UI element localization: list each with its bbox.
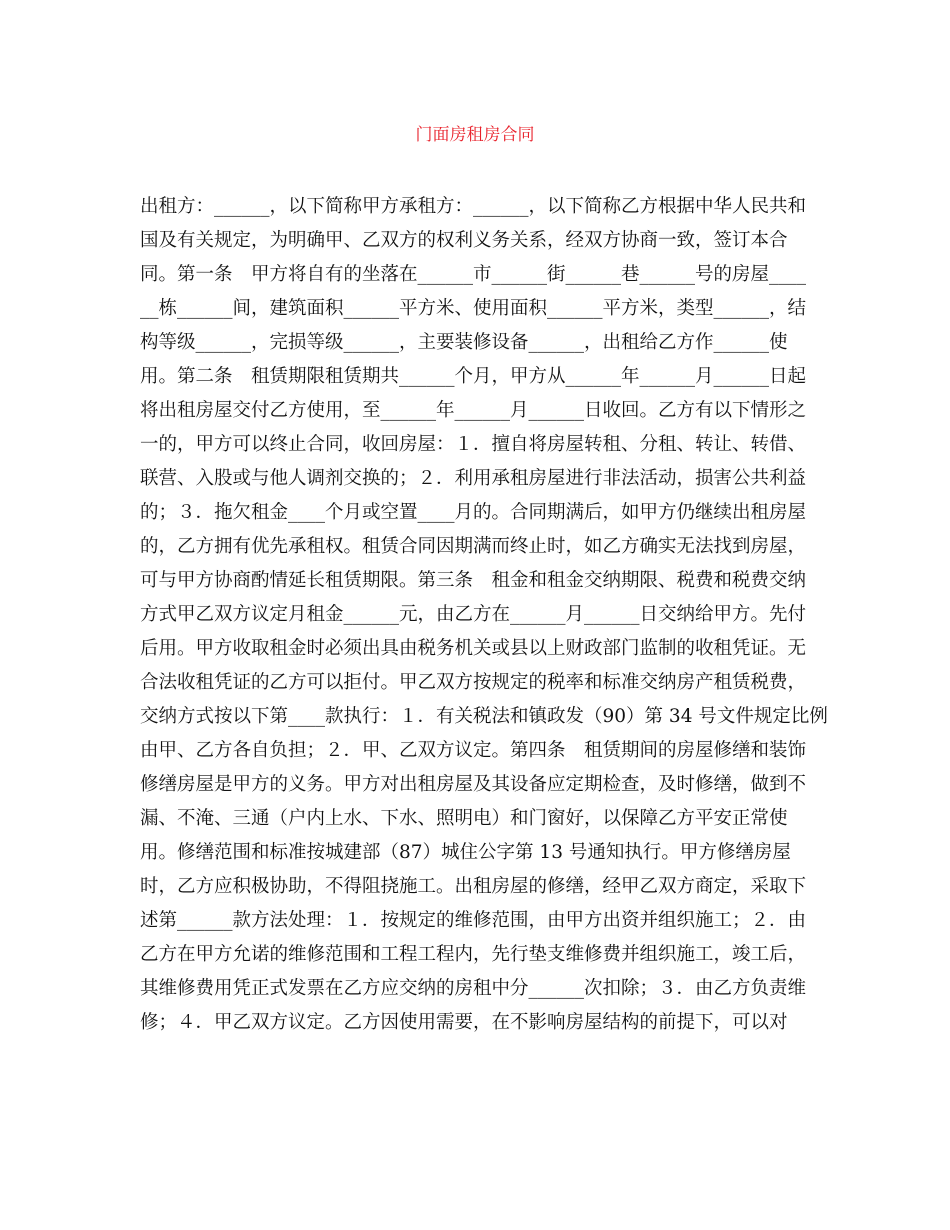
contract-line: 的，乙方拥有优先承租权。租赁合同因期满而终止时，如乙方确实无法找到房屋，: [140, 536, 807, 557]
contract-line: 修；４．甲乙双方议定。乙方因使用需要，在不影响房屋结构的前提下，可以对: [140, 1012, 788, 1033]
contract-line: 构等级______，完损等级______，主要装修设备______，出租给乙方作______使: [140, 332, 788, 353]
document-title: 门面房租房合同: [415, 125, 535, 145]
contract-line: 同。第一条 甲方将自有的坐落在______市______街______巷______号的房屋____: [140, 264, 807, 285]
contract-line: 国及有关规定，为明确甲、乙双方的权利义务关系，经双方协商一致，签订本合: [140, 230, 788, 251]
contract-line: 述第______款方法处理：１．按规定的维修范围，由甲方出资并组织施工；２．由: [140, 910, 807, 931]
contract-line: 修缮房屋是甲方的义务。甲方对出租房屋及其设备应定期检查，及时修缮，做到不: [140, 774, 807, 795]
contract-line: 可与甲方协商酌情延长租赁期限。第三条 租金和租金交纳期限、税费和税费交纳: [140, 570, 807, 591]
contract-line: 由甲、乙方各自负担；２．甲、乙双方议定。第四条 租赁期间的房屋修缮和装饰: [140, 740, 807, 761]
contract-line: 用。修缮范围和标准按城建部（87）城住公字第 13 号通知执行。甲方修缮房屋: [140, 842, 791, 863]
contract-line: __栋______间，建筑面积______平方米、使用面积______平方米，类型______，结: [140, 298, 807, 319]
contract-line: 用。第二条 租赁期限租赁期共______个月，甲方从______年______月______日起: [140, 366, 807, 387]
contract-line: 方式甲乙双方议定月租金______元，由乙方在______月______日交纳给甲方。先付: [140, 604, 807, 625]
contract-line: 乙方在甲方允诺的维修范围和工程工程内，先行垫支维修费并组织施工，竣工后，: [140, 944, 807, 965]
contract-line: 联营、入股或与他人调剂交换的；２．利用承租房屋进行非法活动，损害公共利益: [140, 468, 807, 489]
contract-line: 其维修费用凭正式发票在乙方应交纳的房租中分______次扣除；３．由乙方负责维: [140, 978, 807, 999]
contract-line: 将出租房屋交付乙方使用，至______年______月______日收回。乙方有以下情形之: [140, 400, 807, 421]
contract-body: [140, 190, 828, 1040]
contract-line: 一的，甲方可以终止合同，收回房屋：１．擅自将房屋转租、分租、转让、转借、: [140, 434, 807, 455]
contract-line: 后用。甲方收取租金时必须出具由税务机关或县以上财政部门监制的收租凭证。无: [140, 638, 807, 659]
contract-line: 合法收租凭证的乙方可以拒付。甲乙双方按规定的税率和标准交纳房产租赁税费，: [140, 672, 807, 693]
contract-line: 出租方：______，以下简称甲方承租方：______，以下简称乙方根据中华人民共和: [140, 196, 807, 217]
contract-line: 时，乙方应积极协助，不得阻挠施工。出租房屋的修缮，经甲乙双方商定，采取下: [140, 876, 807, 897]
contract-line: 交纳方式按以下第____款执行：１．有关税法和镇政发（90）第 34 号文件规定比例: [140, 706, 828, 727]
contract-line: 漏、不淹、三通（户内上水、下水、照明电）和门窗好，以保障乙方平安正常使: [140, 808, 788, 829]
contract-line: 的；３．拖欠租金____个月或空置____月的。合同期满后，如甲方仍继续出租房屋: [140, 502, 807, 523]
